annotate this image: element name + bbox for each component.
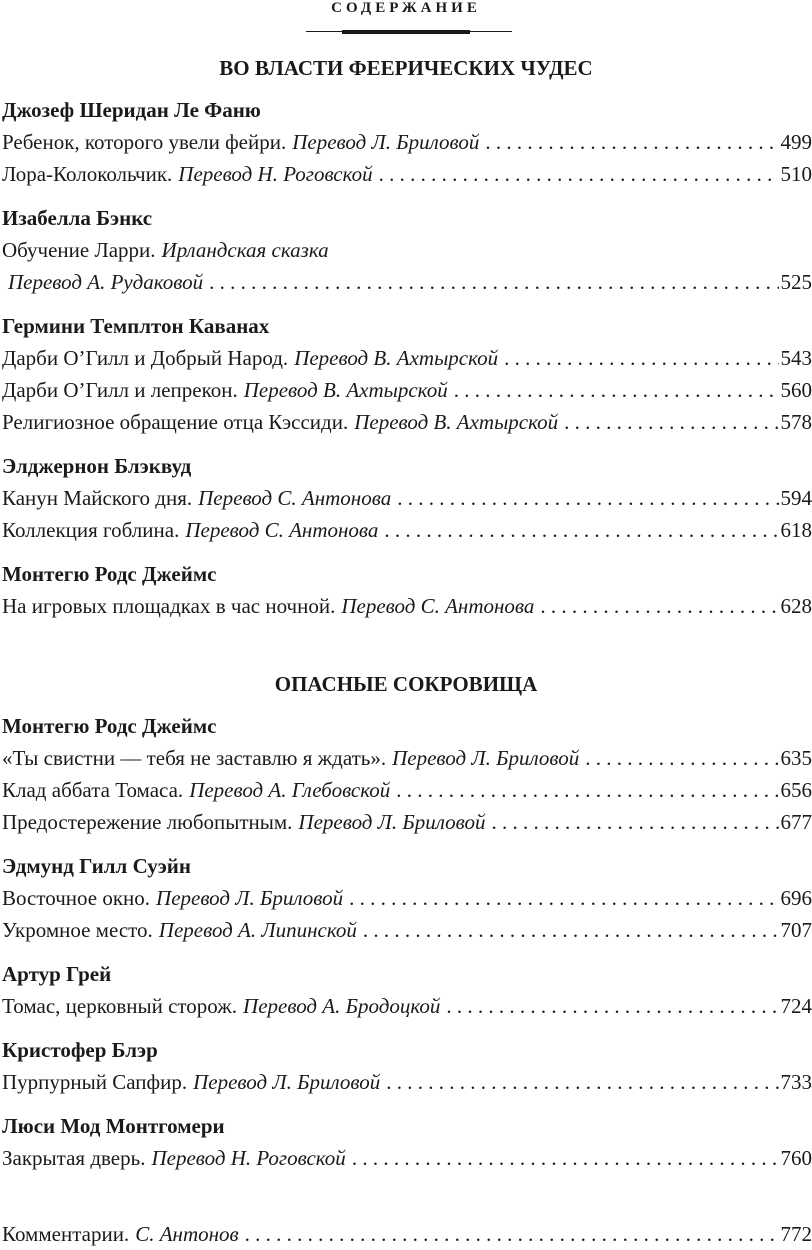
- page-number: 510: [781, 158, 812, 190]
- entry-title: Канун Майского дня.: [2, 482, 192, 514]
- entry-subtitle: Ирландская сказка: [162, 238, 329, 262]
- page-number: 760: [781, 1142, 812, 1174]
- entry-title: Томас, церковный сторож.: [2, 990, 237, 1022]
- author-name: Монтегю Родс Джеймс: [0, 710, 812, 742]
- page-number: 560: [781, 374, 812, 406]
- page-number: 696: [781, 882, 812, 914]
- author-name: Гермини Темплтон Каванах: [0, 310, 812, 342]
- entry-translator: Перевод Н. Роговской: [151, 1142, 345, 1174]
- dot-leader: [492, 806, 779, 838]
- dot-leader: [396, 774, 778, 806]
- page-number: 677: [781, 806, 812, 838]
- entry-translator: Перевод А. Глебовской: [189, 774, 390, 806]
- dot-leader: [485, 126, 778, 158]
- dot-leader: [363, 914, 779, 946]
- entry-title: Лора-Колокольчик.: [2, 158, 172, 190]
- toc-entry[interactable]: [0, 158, 812, 190]
- page-number: 733: [781, 1066, 812, 1098]
- page-number: 772: [781, 1218, 812, 1250]
- entry-translator: Перевод С. Антонова: [341, 590, 534, 622]
- entry-translator: Перевод В. Ахтырской: [294, 342, 498, 374]
- author-name: Люси Мод Монтгомери: [0, 1110, 812, 1142]
- entry-title: Обучение Ларри.: [2, 238, 156, 262]
- section-title: ОПАСНЫЕ СОКРОВИЩА: [0, 666, 812, 702]
- entry-translator: Перевод Л. Бриловой: [392, 742, 579, 774]
- author-name: Монтегю Родс Джеймс: [0, 558, 812, 590]
- toc-entry[interactable]: [0, 1066, 812, 1098]
- entry-title: «Ты свистни — тебя не заставлю я ждать».: [2, 742, 386, 774]
- entry-title: Клад аббата Томаса.: [2, 774, 183, 806]
- toc-entry-comments[interactable]: [0, 1218, 812, 1250]
- dot-leader: [446, 990, 778, 1022]
- page-number: 707: [781, 914, 812, 946]
- dot-leader: [397, 482, 778, 514]
- page-number: 635: [781, 742, 812, 774]
- toc-entry[interactable]: [0, 126, 812, 158]
- dot-leader: [384, 514, 778, 546]
- entry-title: Пурпурный Сапфир.: [2, 1066, 187, 1098]
- toc-entry[interactable]: [0, 514, 812, 546]
- author-name: Элджернон Блэквуд: [0, 450, 812, 482]
- entry-translator: Перевод А. Рудаковой: [8, 266, 203, 298]
- dot-leader: [504, 342, 778, 374]
- author-name: Изабелла Бэнкс: [0, 202, 812, 234]
- toc-entry[interactable]: [0, 990, 812, 1022]
- entry-title: Дарби О’Гилл и лепрекон.: [2, 374, 238, 406]
- entry-translator: Перевод Л. Бриловой: [292, 126, 479, 158]
- author-name: Эдмунд Гилл Суэйн: [0, 850, 812, 882]
- toc-entry[interactable]: [0, 774, 812, 806]
- toc-entry[interactable]: [0, 742, 812, 774]
- author-name: Джозеф Шеридан Ле Фаню: [0, 94, 812, 126]
- dot-leader: [245, 1218, 779, 1250]
- toc-entry[interactable]: [0, 406, 812, 438]
- dot-leader: [352, 1142, 779, 1174]
- entry-translator: Перевод Н. Роговской: [178, 158, 372, 190]
- toc-entry-title-line: [0, 234, 812, 266]
- entry-translator: Перевод В. Ахтырской: [354, 406, 558, 438]
- page-header: [0, 0, 812, 17]
- running-title: СОДЕРЖАНИЕ: [0, 0, 812, 17]
- entry-title: Коллекция гоблина.: [2, 514, 179, 546]
- dot-leader: [564, 406, 778, 438]
- entry-translator: Перевод А. Липинской: [159, 914, 357, 946]
- entry-translator: Перевод А. Бродоцкой: [243, 990, 440, 1022]
- entry-title: Восточное окно.: [2, 882, 150, 914]
- entry-title: На игровых площадках в час ночной.: [2, 590, 335, 622]
- entry-translator: Перевод Л. Бриловой: [298, 806, 485, 838]
- page-number: 578: [781, 406, 812, 438]
- page-number: 499: [781, 126, 812, 158]
- entry-title: Предостережение любопытным.: [2, 806, 292, 838]
- header-rule-bar: [342, 30, 470, 34]
- dot-leader: [209, 266, 778, 298]
- entry-title: Закрытая дверь.: [2, 1142, 145, 1174]
- entry-title: Укромное место.: [2, 914, 153, 946]
- dot-leader: [540, 590, 778, 622]
- author-name: Артур Грей: [0, 958, 812, 990]
- page-number: 618: [781, 514, 812, 546]
- dot-leader: [454, 374, 779, 406]
- toc-entry[interactable]: [0, 342, 812, 374]
- entry-translator: Перевод С. Антонова: [198, 482, 391, 514]
- entry-title: Дарби О’Гилл и Добрый Народ.: [2, 342, 288, 374]
- toc-entry[interactable]: [0, 882, 812, 914]
- dot-leader: [349, 882, 778, 914]
- entry-title: Комментарии.: [2, 1218, 129, 1250]
- page-number: 543: [781, 342, 812, 374]
- page-number: 628: [781, 590, 812, 622]
- table-of-contents: [0, 50, 812, 1250]
- entry-title: Религиозное обращение отца Кэссиди.: [2, 406, 348, 438]
- page-number: 594: [781, 482, 812, 514]
- toc-entry[interactable]: [0, 590, 812, 622]
- entry-translator: Перевод Л. Бриловой: [193, 1066, 380, 1098]
- toc-entry[interactable]: [0, 482, 812, 514]
- dot-leader: [585, 742, 778, 774]
- entry-translator: Перевод С. Антонова: [185, 514, 378, 546]
- dot-leader: [379, 158, 779, 190]
- entry-translator: Перевод В. Ахтырской: [244, 374, 448, 406]
- toc-entry[interactable]: [0, 374, 812, 406]
- section-gap: [0, 622, 812, 666]
- dot-leader: [386, 1066, 778, 1098]
- entry-translator: Перевод Л. Бриловой: [156, 882, 343, 914]
- entry-title: Ребенок, которого увели фейри.: [2, 126, 286, 158]
- toc-entry[interactable]: [0, 806, 812, 838]
- toc-entry[interactable]: [0, 1142, 812, 1174]
- author-name: Кристофер Блэр: [0, 1034, 812, 1066]
- page-number: 525: [781, 266, 812, 298]
- page-number: 656: [781, 774, 812, 806]
- page-number: 724: [781, 990, 812, 1022]
- toc-entry[interactable]: [0, 266, 812, 298]
- toc-entry[interactable]: [0, 914, 812, 946]
- entry-translator: С. Антонов: [135, 1218, 238, 1250]
- section-title: ВО ВЛАСТИ ФЕЕРИЧЕСКИХ ЧУДЕС: [0, 50, 812, 86]
